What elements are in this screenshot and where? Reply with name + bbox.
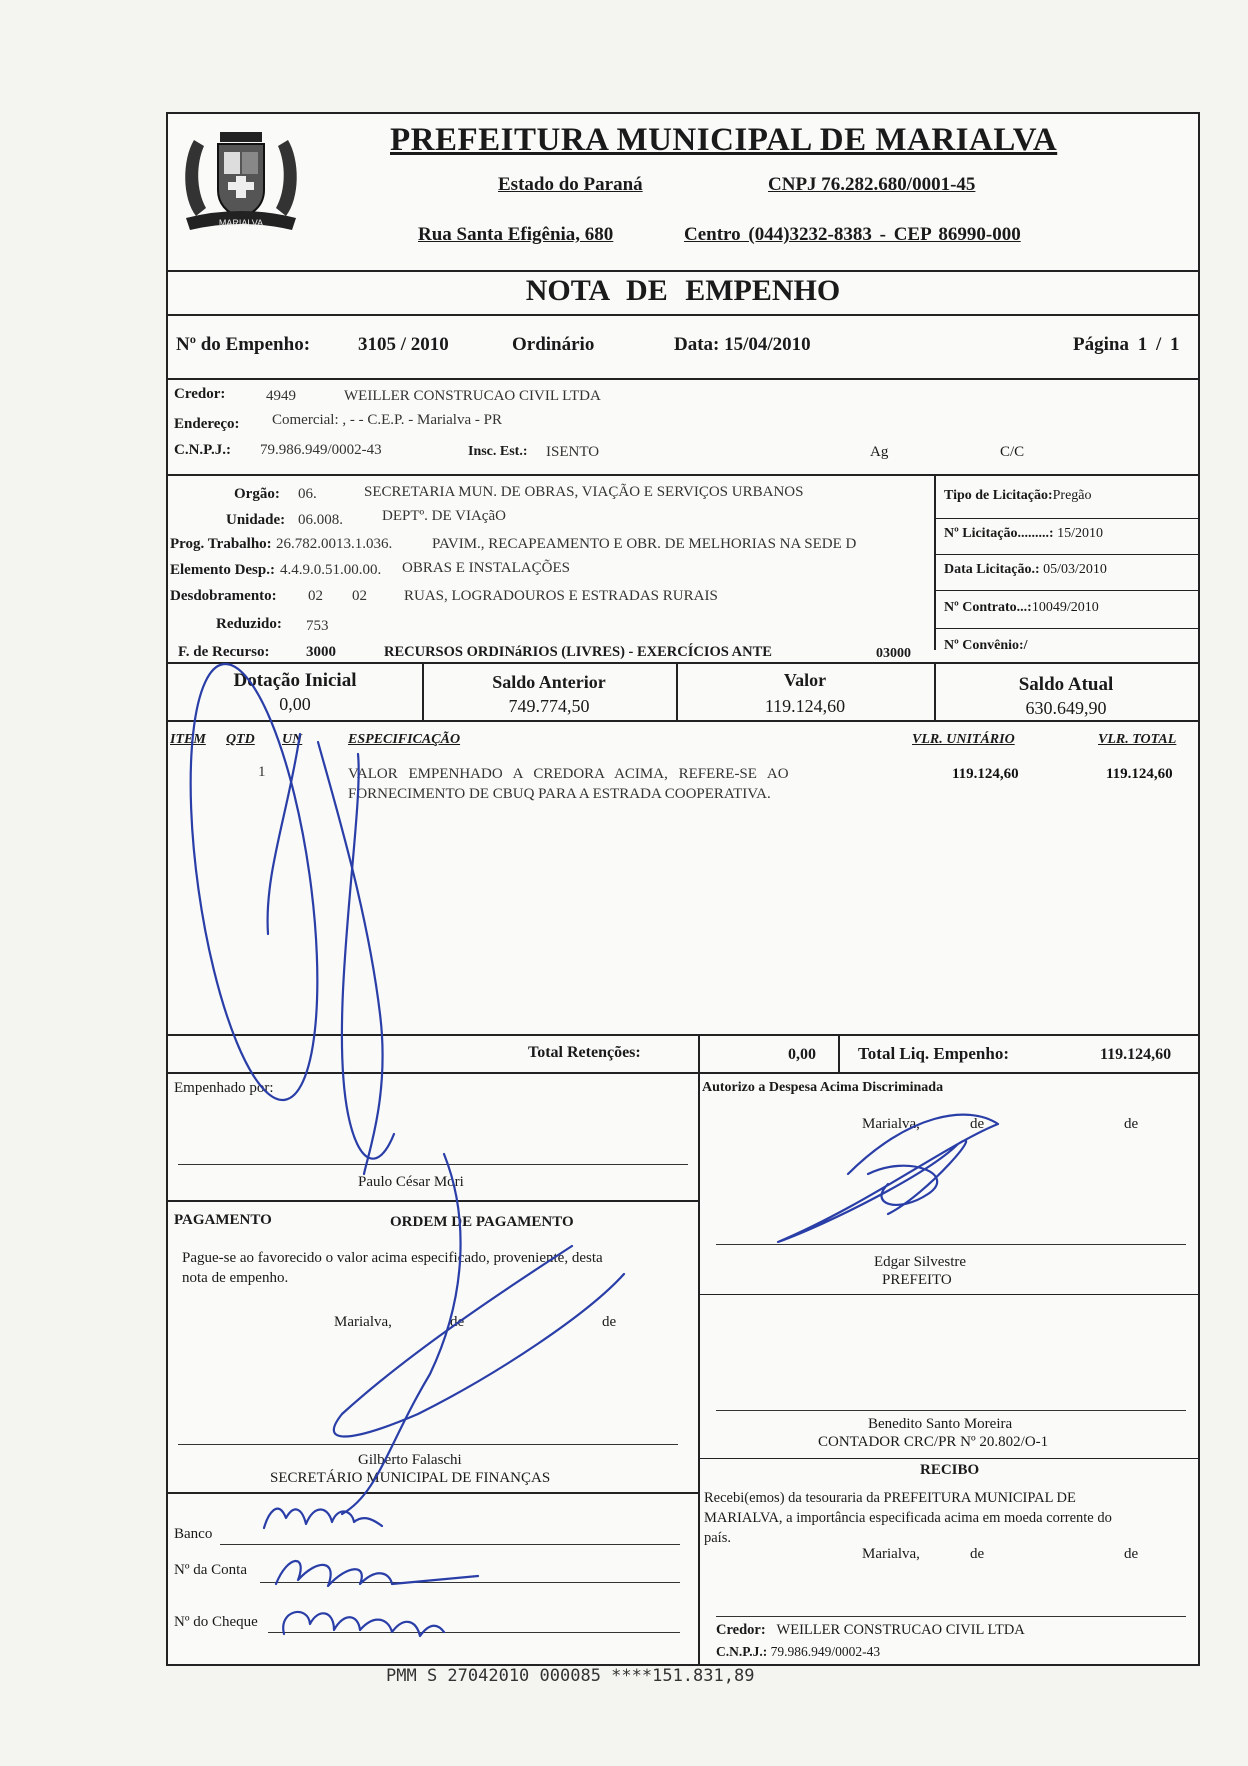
signature-line <box>178 1164 688 1165</box>
saldo-atual-value: 630.649,90 <box>1025 698 1107 718</box>
divider <box>934 518 1198 519</box>
desdobramento-name: RUAS, LOGRADOUROS E ESTRADAS RURAIS <box>404 588 718 604</box>
elemento-code: 4.4.9.0.51.00.00. <box>280 562 382 578</box>
prefeito-cargo: PREFEITO <box>882 1272 952 1288</box>
item-spec-line2: FORNECIMENTO DE CBUQ PARA A ESTRADA COOPERATIVA. <box>348 786 771 802</box>
estado-text: Estado do Paraná <box>498 174 643 195</box>
credor-label: Credor: <box>174 386 226 402</box>
prog-code: 26.782.0013.1.036. <box>276 536 393 552</box>
recibo-cnpj: C.N.P.J.: 79.986.949/0002-43 <box>716 1644 881 1659</box>
unidade-code: 06.008. <box>298 512 343 528</box>
signature-line <box>178 1444 678 1445</box>
saldo-anterior-value: 749.774,50 <box>508 696 590 716</box>
divider <box>934 554 1198 555</box>
pagamento-text-line1: Pague-se ao favorecido o valor acima especificado, proveniente, desta <box>182 1250 603 1266</box>
secretario-name: Gilberto Falaschi <box>358 1452 462 1468</box>
liq-empenho-label: Total Liq. Empenho: <box>858 1044 1009 1063</box>
empenho-date: Data: 15/04/2010 <box>674 334 811 355</box>
col-item: ITEM <box>170 732 206 747</box>
elemento-name: OBRAS E INSTALAÇÕES <box>402 560 570 576</box>
banco-line <box>220 1544 680 1545</box>
reduzido-value: 753 <box>306 618 329 634</box>
credor-cnpj-label: C.N.P.J.: <box>174 442 231 458</box>
empenho-number-label: Nº do Empenho: <box>176 334 311 355</box>
item-spec-line1: VALOR EMPENHADO A CREDORA ACIMA, REFERE-SE AO <box>348 766 789 782</box>
recibo-marialva: Marialva, <box>862 1546 920 1562</box>
recibo-text-line1: Recebi(emos) da tesouraria da PREFEITURA MUNICIPAL DE <box>704 1490 1076 1506</box>
prefeito-name: Edgar Silvestre <box>874 1254 967 1270</box>
pagamento-text-line2: nota de empenho. <box>182 1270 289 1286</box>
divider <box>168 314 1198 316</box>
divider <box>168 1200 698 1202</box>
recibo-text-line3: país. <box>704 1530 731 1546</box>
prefeitura-title: PREFEITURA MUNICIPAL DE MARIALVA <box>390 122 1058 158</box>
conta-label: Nº da Conta <box>174 1562 247 1578</box>
orgao-name: SECRETARIA MUN. DE OBRAS, VIAÇÃO E SERVIÇOS URBANOS <box>364 484 804 500</box>
col-vlr-total: VLR. TOTAL <box>1098 732 1177 747</box>
divider <box>168 1034 1198 1036</box>
credor-cnpj: 79.986.949/0002-43 <box>260 442 382 458</box>
pagamento-marialva: Marialva, <box>334 1314 392 1330</box>
divider <box>168 1072 1198 1074</box>
liq-empenho-value: 119.124,60 <box>1100 1046 1172 1063</box>
divider <box>934 474 936 650</box>
empenhado-label: Empenhado por: <box>174 1080 274 1096</box>
coat-of-arms-icon <box>176 120 306 242</box>
credor-code: 4949 <box>266 388 296 404</box>
elemento-label: Elemento Desp.: <box>170 562 275 578</box>
unidade-label: Unidade: <box>226 512 286 528</box>
contador-name: Benedito Santo Moreira <box>868 1416 1013 1432</box>
item-qtd: 1 <box>258 764 266 780</box>
signature-line <box>716 1616 1186 1617</box>
divider <box>168 1492 698 1494</box>
licitacao-data: Data Licitação.: 05/03/2010 <box>944 562 1107 577</box>
dotacao-value: 0,00 <box>279 694 311 714</box>
cc-label: C/C <box>1000 444 1025 460</box>
col-especificacao: ESPECIFICAÇÃO <box>348 732 461 747</box>
divider <box>698 1072 700 1664</box>
coat-ribbon-text: MARIALVA <box>218 218 264 228</box>
secretario-cargo: SECRETÁRIO MUNICIPAL DE FINANÇAS <box>270 1470 551 1486</box>
valor-value: 119.124,60 <box>764 696 846 716</box>
contador-cargo: CONTADOR CRC/PR Nº 20.802/O-1 <box>818 1434 1049 1450</box>
empenho-type: Ordinário <box>512 334 595 355</box>
divider <box>698 1034 700 1072</box>
contrato-numero: Nº Contrato...:10049/2010 <box>944 600 1099 615</box>
col-vlr-unitario: VLR. UNITÁRIO <box>912 732 1015 747</box>
autorizo-de-1: de <box>970 1116 985 1132</box>
contato-text: Centro (044)3232-8383 - CEP 86990-000 <box>684 224 1021 245</box>
fonte-number: 03000 <box>876 646 911 661</box>
recibo-credor: Credor: WEILLER CONSTRUCAO CIVIL LTDA <box>716 1622 1025 1638</box>
col-qtd: QTD <box>226 732 255 747</box>
reduzido-label: Reduzido: <box>216 616 282 632</box>
divider <box>934 628 1198 629</box>
divider <box>698 1294 1198 1295</box>
autorizo-text: Autorizo a Despesa Acima Discriminada <box>702 1080 944 1095</box>
divider <box>168 474 1198 476</box>
autorizo-marialva: Marialva, <box>862 1116 920 1132</box>
divider <box>838 1034 840 1072</box>
orgao-code: 06. <box>298 486 317 502</box>
empenhado-name: Paulo César Mori <box>358 1174 464 1190</box>
pagamento-de-2: de <box>602 1314 617 1330</box>
empenho-number: 3105 / 2010 <box>358 334 449 355</box>
conta-line <box>260 1582 680 1583</box>
saldo-atual-label: Saldo Atual <box>1018 674 1114 695</box>
divider <box>168 270 1198 272</box>
ag-label: Ag <box>870 444 889 460</box>
ordem-pagamento-title: ORDEM DE PAGAMENTO <box>390 1214 574 1230</box>
divider <box>934 590 1198 591</box>
item-vlr-total: 119.124,60 <box>1106 766 1173 782</box>
footer-stamp: PMM S 27042010 000085 ****151.831,89 <box>386 1666 755 1686</box>
cheque-label: Nº do Cheque <box>174 1614 258 1630</box>
prefeitura-cnpj: CNPJ 76.282.680/0001-45 <box>768 174 976 195</box>
signature-line <box>716 1410 1186 1411</box>
insc-label: Insc. Est.: <box>468 444 528 459</box>
recibo-de-1: de <box>970 1546 985 1562</box>
prog-name: PAVIM., RECAPEAMENTO E OBR. DE MELHORIAS NA SEDE D <box>432 536 857 552</box>
autorizo-de-2: de <box>1124 1116 1139 1132</box>
valor-label: Valor <box>783 670 827 690</box>
signature-line <box>716 1244 1186 1245</box>
fonte-name: RECURSOS ORDINáRIOS (LIVRES) - EXERCÍCIOS ANTE <box>384 644 772 660</box>
nota-title: NOTA DE EMPENHO <box>525 274 841 307</box>
licitacao-tipo: Tipo de Licitação:Pregão <box>944 488 1092 503</box>
saldo-anterior-label: Saldo Anterior <box>492 672 606 692</box>
insc-value: ISENTO <box>546 444 600 460</box>
item-vlr-unitario: 119.124,60 <box>952 766 1019 782</box>
convenio-label: Nº Convênio:/ <box>944 638 1028 653</box>
pagamento-de-1: de <box>450 1314 465 1330</box>
credor-name: WEILLER CONSTRUCAO CIVIL LTDA <box>344 388 601 404</box>
orgao-label: Orgão: <box>234 486 280 502</box>
fonte-label: F. de Recurso: <box>178 644 270 660</box>
unidade-name: DEPTº. DE VIAçãO <box>382 508 506 524</box>
divider <box>168 720 1198 722</box>
divider <box>168 662 1198 664</box>
recibo-de-2: de <box>1124 1546 1139 1562</box>
prog-label: Prog. Trabalho: <box>170 536 272 552</box>
desdobramento-label: Desdobramento: <box>170 588 277 604</box>
banco-label: Banco <box>174 1526 213 1542</box>
desdobramento-b: 02 <box>352 588 367 604</box>
endereco-value: Comercial: , - - C.E.P. - Marialva - PR <box>272 412 502 428</box>
divider <box>168 378 1198 380</box>
rua-text: Rua Santa Efigênia, 680 <box>418 224 614 245</box>
page-number: Página 1 / 1 <box>1073 334 1180 355</box>
fonte-code: 3000 <box>306 644 336 660</box>
cheque-line <box>268 1632 680 1633</box>
retencoes-label: Total Retenções: <box>528 1044 641 1061</box>
desdobramento-a: 02 <box>308 588 323 604</box>
dotacao-label: Dotação Inicial <box>233 670 357 691</box>
divider <box>698 1458 1198 1459</box>
licitacao-numero: Nº Licitação.........: 15/2010 <box>944 526 1103 541</box>
pagamento-label: PAGAMENTO <box>174 1212 272 1228</box>
recibo-text-line2: MARIALVA, a importância especificada acima em moeda corrente do <box>704 1510 1112 1526</box>
recibo-label: RECIBO <box>920 1462 980 1478</box>
endereco-label: Endereço: <box>174 416 240 432</box>
nota-de-empenho-document <box>166 112 1200 1666</box>
col-un: UN <box>282 732 303 747</box>
retencoes-value: 0,00 <box>788 1046 816 1063</box>
